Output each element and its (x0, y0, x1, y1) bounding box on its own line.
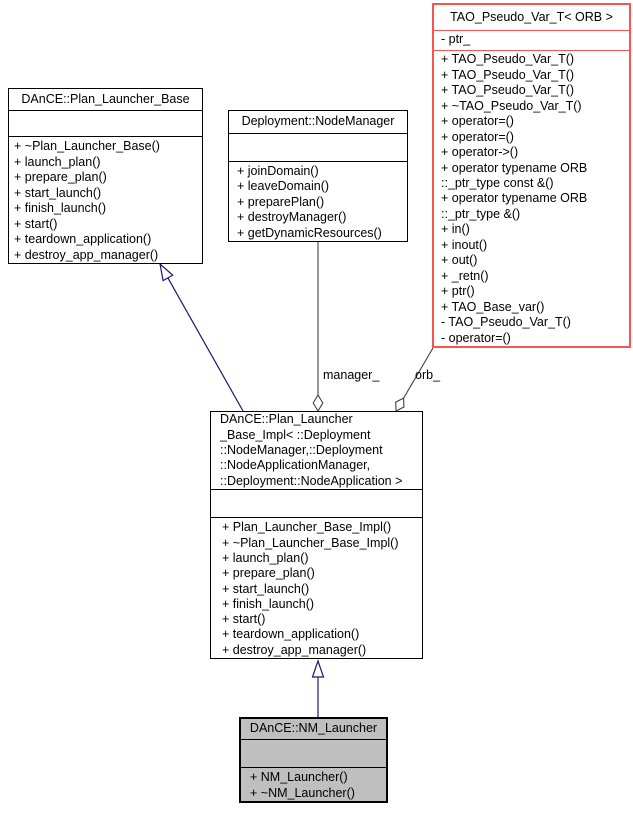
member-line: + prepare_plan() (222, 566, 315, 581)
member-line: + ptr() (441, 284, 475, 299)
member-line: + teardown_application() (14, 232, 152, 246)
member-line: + NM_Launcher() (250, 770, 348, 784)
member-line: ::_ptr_type &() (441, 206, 521, 221)
member-line: - TAO_Pseudo_Var_T() (441, 315, 571, 330)
class-methods (9, 136, 202, 263)
class-box-deployment-nodemanager[interactable] (228, 110, 408, 242)
class-box-tao-pseudo-var-t[interactable] (432, 3, 631, 348)
class-attributes (241, 739, 386, 767)
member-line: ::_ptr_type const &() (441, 176, 554, 191)
member-line: + inout() (441, 237, 488, 252)
member-line: + operator typename ORB (441, 160, 588, 175)
class-title (241, 719, 386, 739)
member-line: + in() (441, 222, 470, 237)
member-line: + preparePlan() (237, 194, 325, 209)
member-line: + finish_launch() (14, 201, 107, 215)
member-line: + out() (441, 253, 478, 268)
member-line: + TAO_Base_var() (441, 299, 545, 314)
member-line: ::NodeManager,::Deployment (220, 443, 383, 458)
member-line: ::Deployment::NodeApplication > (220, 473, 403, 488)
class-box-plan-launcher-base-impl[interactable] (210, 411, 423, 659)
class-attributes (229, 133, 407, 161)
member-line: + start_launch() (222, 581, 310, 596)
member-line: + start() (14, 216, 58, 231)
class-box-nm-launcher (239, 717, 388, 803)
member-line: - operator=() (441, 330, 511, 345)
member-line: + teardown_application() (222, 627, 360, 642)
class-box-plan-launcher-base[interactable] (8, 88, 203, 264)
member-line: Deployment::NodeManager (241, 114, 395, 129)
member-line: + leaveDomain() (237, 179, 330, 193)
class-title (9, 89, 202, 110)
member-line: + finish_launch() (222, 596, 315, 611)
member-line: + operator typename ORB (441, 191, 588, 206)
inheritance-edge-base (160, 264, 243, 411)
aggregation-diamond-icon (396, 398, 404, 411)
member-line: + TAO_Pseudo_Var_T() (441, 83, 575, 98)
class-methods (241, 767, 386, 801)
member-line: + launch_plan() (14, 154, 101, 169)
member-line: + start() (222, 612, 266, 627)
member-line: ::NodeApplicationManager, (220, 458, 371, 473)
member-line: + ~Plan_Launcher_Base_Impl() (222, 535, 399, 550)
member-line: + _retn() (441, 268, 489, 283)
class-attributes (211, 489, 422, 517)
member-line: + operator->() (441, 145, 519, 160)
member-line: + ~NM_Launcher() (250, 785, 355, 800)
member-line: + getDynamicResources() (237, 225, 382, 240)
inheritance-arrow-icon (160, 264, 173, 281)
class-attributes (434, 30, 629, 50)
class-methods (229, 161, 407, 242)
member-line: + TAO_Pseudo_Var_T() (441, 52, 575, 67)
member-line: + launch_plan() (222, 550, 309, 565)
class-title (211, 412, 422, 489)
member-line: DAnCE::Plan_Launcher (220, 412, 353, 427)
edge-label-orb: orb_ (415, 368, 441, 382)
class-title (229, 111, 407, 133)
member-line: TAO_Pseudo_Var_T< ORB > (450, 9, 613, 24)
member-line: + destroyManager() (237, 210, 347, 224)
member-line: + start_launch() (14, 185, 102, 200)
member-line: + prepare_plan() (14, 170, 107, 184)
member-line: + Plan_Launcher_Base_Impl() (222, 520, 392, 535)
inheritance-arrow-icon (313, 661, 324, 677)
member-line: + destroy_app_manager() (222, 642, 367, 657)
member-line: + joinDomain() (237, 163, 319, 178)
member-line: - ptr_ (441, 31, 471, 46)
aggregation-edge-manager (313, 242, 323, 411)
member-line: + ~TAO_Pseudo_Var_T() (441, 98, 582, 113)
member-line: + operator=() (441, 129, 514, 144)
member-line: + operator=() (441, 114, 514, 129)
member-line: DAnCE::Plan_Launcher_Base (21, 91, 190, 106)
inheritance-edge-impl (313, 661, 324, 717)
edge-label-manager: manager_ (323, 368, 380, 382)
class-methods (434, 50, 629, 346)
member-line: + ~Plan_Launcher_Base() (14, 139, 160, 153)
member-line: + destroy_app_manager() (14, 247, 159, 262)
member-line: _Base_Impl< ::Deployment (220, 427, 371, 442)
class-attributes (9, 110, 202, 136)
aggregation-diamond-icon (313, 395, 323, 411)
class-methods (211, 517, 422, 658)
member-line: DAnCE::NM_Launcher (249, 721, 378, 736)
member-line: + TAO_Pseudo_Var_T() (441, 67, 575, 82)
class-title (434, 5, 629, 30)
